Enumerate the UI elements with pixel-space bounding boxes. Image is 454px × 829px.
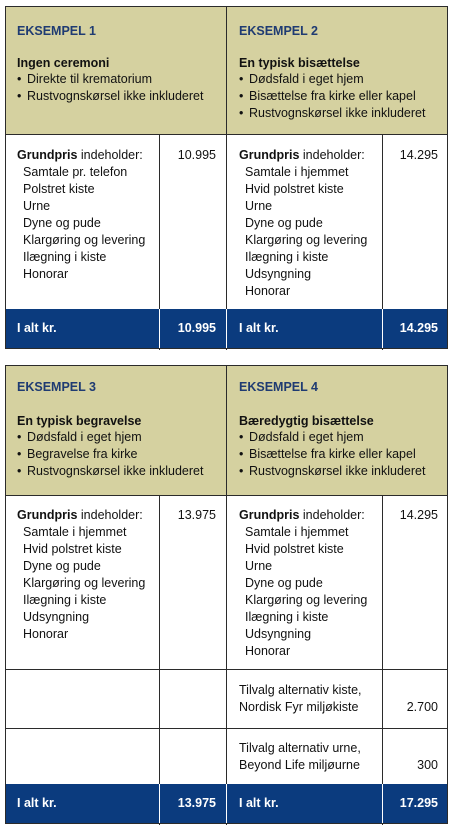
footer-divider	[226, 309, 227, 348]
list-item: Honorar	[245, 284, 291, 298]
list-item: Urne	[23, 199, 51, 213]
base-price-label: Grundpris indeholder:	[239, 508, 365, 522]
example-3-subtitle: En typisk begravelse	[17, 414, 142, 428]
example-2-base-price: 14.295	[399, 148, 438, 162]
list-item: Honorar	[23, 267, 69, 281]
bullet-item: • Begravelse fra kirke	[17, 446, 203, 463]
list-item: Hvid polstret kiste	[245, 542, 344, 556]
example-4-base-price: 14.295	[399, 508, 438, 522]
footer-divider	[159, 784, 160, 823]
list-item: Dyne og pude	[23, 216, 101, 230]
list-item: Klargøring og levering	[23, 233, 146, 247]
list-item: Polstret kiste	[23, 182, 95, 196]
example-2-total-label: I alt kr.	[239, 321, 279, 335]
list-item: Samtale i hjemmet	[23, 525, 127, 539]
list-item: Urne	[245, 199, 273, 213]
bullet-item: • Rustvognskørsel ikke inkluderet	[17, 463, 203, 480]
example-3-base-price: 13.975	[177, 508, 216, 522]
footer-divider	[159, 309, 160, 348]
list-item: Samtale pr. telefon	[23, 165, 128, 179]
list-item: Honorar	[245, 644, 291, 658]
example-1-total: 10.995	[177, 321, 216, 335]
example-4-items	[239, 507, 367, 660]
base-price-label: Grundpris indeholder:	[17, 508, 143, 522]
example-1-items	[17, 147, 145, 283]
base-price-label: Grundpris indeholder:	[17, 148, 143, 162]
list-item: Samtale i hjemmet	[245, 525, 349, 539]
bullet-item: • Direkte til krematorium	[17, 71, 203, 88]
list-item: Udsyngning	[23, 610, 90, 624]
list-item: Dyne og pude	[245, 576, 323, 590]
bullet-item: • Rustvognskørsel ikke inkluderet	[17, 88, 203, 105]
addon-line: Tilvalg alternativ urne,	[239, 741, 361, 755]
total-bar-bottom	[6, 784, 447, 823]
list-item: Samtale i hjemmet	[245, 165, 349, 179]
example-3-items	[17, 507, 145, 643]
base-price-label: Grundpris indeholder:	[239, 148, 365, 162]
example-1-base-price: 10.995	[177, 148, 216, 162]
list-item: Ilægning i kiste	[23, 593, 107, 607]
bullet-item: • Dødsfald i eget hjem	[239, 429, 425, 446]
price-table-top	[5, 6, 448, 349]
addon-line: Nordisk Fyr miljøkiste	[239, 700, 359, 714]
list-item: Ilægning i kiste	[245, 250, 329, 264]
list-item: Hvid polstret kiste	[23, 542, 122, 556]
total-bar-top	[6, 309, 447, 348]
list-item: Dyne og pude	[245, 216, 323, 230]
list-item: Hvid polstret kiste	[245, 182, 344, 196]
price-divider-right	[382, 495, 383, 825]
example-4-total: 17.295	[399, 796, 438, 810]
bullet-item: • Dødsfald i eget hjem	[17, 429, 203, 446]
example-3-bullets	[17, 429, 203, 480]
addon-coffin	[239, 682, 362, 716]
example-3-total-label: I alt kr.	[17, 796, 57, 810]
example-1-subtitle: Ingen ceremoni	[17, 56, 110, 70]
example-3-total: 13.975	[177, 796, 216, 810]
example-1-bullets	[17, 71, 203, 105]
list-item: Udsyngning	[245, 267, 312, 281]
list-item: Ilægning i kiste	[245, 610, 329, 624]
list-item: Klargøring og levering	[23, 576, 146, 590]
example-2-bullets	[239, 71, 425, 122]
addon-urn	[239, 740, 361, 774]
bullet-item: • Rustvognskørsel ikke inkluderet	[239, 463, 425, 480]
price-table-bottom	[5, 365, 448, 824]
example-1-title: EKSEMPEL 1	[17, 24, 96, 38]
example-4-subtitle: Bæredygtig bisættelse	[239, 414, 374, 428]
list-item: Udsyngning	[245, 627, 312, 641]
row-divider	[6, 669, 447, 670]
bullet-item: • Bisættelse fra kirke eller kapel	[239, 446, 425, 463]
bullet-item: • Dødsfald i eget hjem	[239, 71, 425, 88]
example-2-items	[239, 147, 367, 300]
footer-divider	[226, 784, 227, 823]
example-1-total-label: I alt kr.	[17, 321, 57, 335]
footer-divider	[382, 784, 383, 823]
example-3-title: EKSEMPEL 3	[17, 380, 96, 394]
example-2-total: 14.295	[399, 321, 438, 335]
column-divider	[226, 366, 227, 825]
list-item: Klargøring og levering	[245, 233, 368, 247]
example-2-subtitle: En typisk bisættelse	[239, 56, 360, 70]
example-4-total-label: I alt kr.	[239, 796, 279, 810]
addon-urn-price: 300	[417, 758, 438, 772]
list-item: Klargøring og levering	[245, 593, 368, 607]
list-item: Dyne og pude	[23, 559, 101, 573]
addon-line: Beyond Life miljøurne	[239, 758, 360, 772]
column-divider	[226, 7, 227, 350]
bullet-item: • Bisættelse fra kirke eller kapel	[239, 88, 425, 105]
list-item: Urne	[245, 559, 273, 573]
footer-divider	[382, 309, 383, 348]
addon-line: Tilvalg alternativ kiste,	[239, 683, 362, 697]
list-item: Honorar	[23, 627, 69, 641]
addon-coffin-price: 2.700	[406, 700, 438, 714]
row-divider	[6, 728, 447, 729]
bullet-item: • Rustvognskørsel ikke inkluderet	[239, 105, 425, 122]
list-item: Ilægning i kiste	[23, 250, 107, 264]
price-divider-left	[159, 495, 160, 825]
example-2-title: EKSEMPEL 2	[239, 24, 318, 38]
example-4-title: EKSEMPEL 4	[239, 380, 318, 394]
example-4-bullets	[239, 429, 425, 480]
